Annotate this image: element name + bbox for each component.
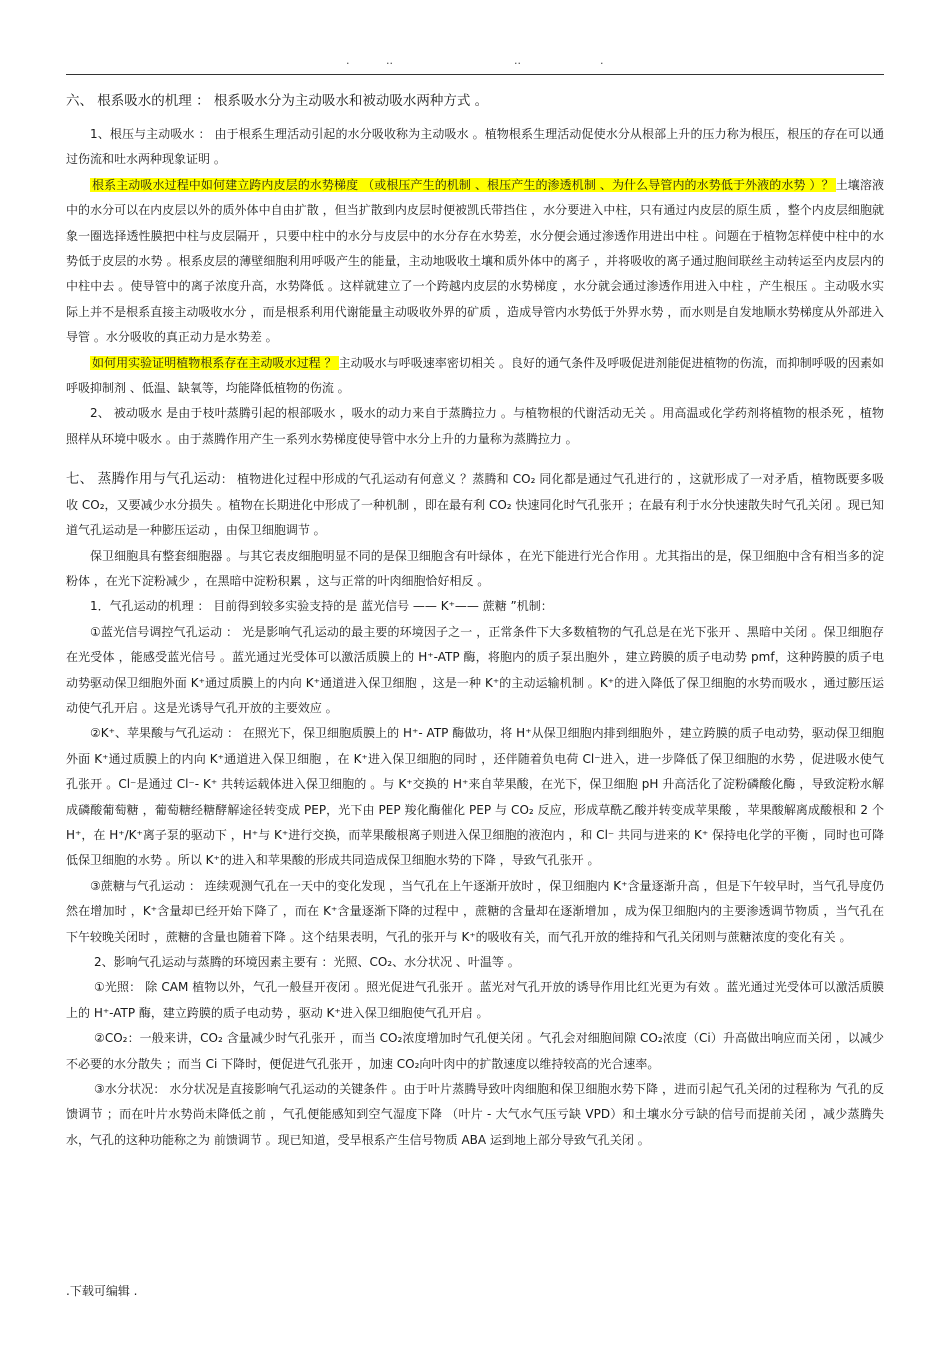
page-header xyxy=(66,54,884,68)
header-dot: .. xyxy=(514,54,521,67)
header-rule xyxy=(66,74,884,75)
paragraph-environmental-factors: 2、影响气孔运动与蒸腾的环境因素主要有 ：光照、CO₂、水分状况 、叶温等 。 xyxy=(94,955,520,969)
paragraph-root-pressure: 1、根压与主动吸水 ： 由于根系生理活动引起的水分吸收称为主动吸水 。植物根系生理活动促使水分从根部上升的压力称为根压，根压的存在可以通过伤流和吐水两种现象证明 。 xyxy=(66,127,884,167)
paragraph-text: 主动吸水与呼吸速率密切相关 。良好的通气条件及呼吸促进剂能促进植物的伤流，而抑制呼吸的因素如呼吸抑制剂 、低温、缺氧等，均能降低植物的伤流 。 xyxy=(66,355,884,396)
section-6-heading: 六、 根系吸水的机理 ： 根系吸水分为主动吸水和被动吸水两种方式 。 xyxy=(66,93,489,109)
paragraph-passive-absorption: 2、 被动吸水 是由于枝叶蒸腾引起的根部吸水 ，吸水的动力来自于蒸腾拉力 。与植物根的代谢活动无关 。用高温或化学药剂将植物的根杀死 ，植物照样从环境中吸水 。由于蒸腾作用产生一系列水势梯度使导管中水分上升的力量称为蒸腾拉力 。 xyxy=(66,406,884,446)
highlight-question-experiment: 如何用实验证明植物根系存在主动吸水过程 ？ xyxy=(92,355,337,370)
document-page xyxy=(66,0,884,1345)
paragraph-text: 土壤溶液中的水分可以在内皮层以外的质外体中自由扩散 ，但当扩散到内皮层时便被凯氏带挡住 ，水分要进入中柱，只有通过内皮层的原生质 ，整个内皮层细胞就象一圈选择透性膜把中柱与皮层隔开 ，只要中柱中的水分与皮层中的水分存在水势差，水分便会通过渗透作用进出中柱 。问题在于植物怎样使中柱中的水势低于皮层的水势 。根系皮层的薄壁细胞利用呼吸产生的能量，主动地吸收土壤和质外体中的离子 ，并将吸收的离子通过胞间联丝主动转运至内皮层内的中柱中去 。使导管中的离子浓度升高，水势降低 。这样就建立了一个跨越内皮层的水势梯度 ，水分就会通过渗透作用进入中柱 ，产生根压 。主动吸水实际上并不是根系直接主动吸收水分 ，而是根系利用代谢能量主动吸收外界的矿质 ，造成导管内水势低于外界水势 ，而水则是自发地顺水势梯度从外部进入导管 。水分吸收的真正动力是水势差 。 xyxy=(66,177,884,345)
highlight-question-gradient: 根系主动吸水过程中如何建立跨内皮层的水势梯度 （或根压产生的机制 、根压产生的渗透机制 、为什么导管内的水势低于外液的水势 ）？ xyxy=(92,177,834,192)
page-footer: .下载可编辑 . xyxy=(66,1284,138,1298)
section-7-intro xyxy=(66,466,884,543)
paragraph-sucrose: ③蔗糖与气孔运动 ： 连续观测气孔在一天中的变化发现 ，当气孔在上午逐渐开放时 ，保卫细胞内 K⁺含量逐渐升高 ，但是下午较早时，当气孔导度仍然在增加时 ，K⁺含量却已经开始下降了 ，而在 K⁺含量逐渐下降的过程中 ，蔗糖的含量却在逐渐增加 ，成为保卫细胞内的主要渗透调节物质 ，当气孔在下午较晚关闭时 ，蔗糖的含量也随着下降 。这个结果表明，气孔的张开与 K⁺的吸收有关，而气孔开放的维持和气孔关闭则与蔗糖浓度的变化有关 。 xyxy=(66,878,884,944)
paragraph-potassium-malate: ②K⁺、苹果酸与气孔运动 ： 在照光下，保卫细胞质膜上的 H⁺- ATP 酶做功，将 H⁺从保卫细胞内排到细胞外 ，建立跨膜的质子电动势，驱动保卫细胞外面 K⁺通过质膜上的内向 K⁺通道进入保卫细胞 ，在 K⁺进入保卫细胞的同时 ，还伴随着负电荷 Cl⁻进入，进一步降低了保卫细胞的水势 ，促进吸水使气孔张开 。Cl⁻是通过 Cl⁻- K⁺ 共转运载体进入保卫细胞的 。与 K⁺交换的 H⁺来自苹果酸，在光下，保卫细胞 pH 升高活化了淀粉磷酸化酶 ，导致淀粉水解成磷酸葡萄糖 ，葡萄糖经糖酵解途径转变成 PEP，光下由 PEP 羧化酶催化 PEP 与 CO₂ 反应，形成草酰乙酸并转变成苹果酸 ，苹果酸解离成酸根和 2 个 H⁺，在 H⁺/K⁺离子泵的驱动下 ，H⁺与 K⁺进行交换，而苹果酸根离子则进入保卫细胞的液泡内 ，和 Cl⁻ 共同与进来的 K⁺ 保持电化学的平衡 ，同时也可降低保卫细胞的水势 。所以 K⁺的进入和苹果酸的形成共同造成保卫细胞水势的下降 ，导致气孔张开 。 xyxy=(66,726,884,868)
paragraph-co2: ②CO₂：一般来讲，CO₂ 含量减少时气孔张开 ，而当 CO₂浓度增加时气孔便关闭 。气孔会对细胞间隙 CO₂浓度（Ci）升高做出响应而关闭 ，以减少不必要的水分散失 ；而当 Ci 下降时，便促进气孔张开 ，加速 CO₂向叶肉中的扩散速度以维持较高的光合速率。 xyxy=(66,1031,884,1071)
paragraph-guard-cells: 保卫细胞具有整套细胞器 。与其它表皮细胞明显不同的是保卫细胞含有叶绿体 ，在光下能进行光合作用 。尤其指出的是，保卫细胞中含有相当多的淀粉体 ，在光下淀粉减少 ，在黑暗中淀粉积累 ，这与正常的叶肉细胞恰好相反 。 xyxy=(66,548,884,588)
paragraph-mechanism: 1．气孔运动的机理 ： 目前得到较多实验支持的是 蓝光信号 —— K⁺—— 蔗糖 ”机制： xyxy=(90,599,553,614)
header-dot: . xyxy=(600,54,604,67)
header-dot: .. xyxy=(386,54,393,67)
header-dot: . xyxy=(346,54,350,67)
document-body xyxy=(66,88,884,1153)
paragraph-water-status: ③水分状况： 水分状况是直接影响气孔运动的关键条件 。由于叶片蒸腾导致叶肉细胞和保卫细胞水势下降 ，进而引起气孔关闭的过程称为 气孔的反馈调节 ；而在叶片水势尚未降低之前 ，气孔便能感知到空气湿度下降 （叶片 - 大气水气压亏缺 VPD）和土壤水分亏缺的信号而提前关闭 ，减少蒸腾失水，气孔的这种功能称之为 前馈调节 。现已知道，受旱根系产生信号物质 ABA 运到地上部分导致气孔关闭 。 xyxy=(66,1082,884,1147)
paragraph-blue-light: ①蓝光信号调控气孔运动 ： 光是影响气孔运动的最主要的环境因子之一 ，正常条件下大多数植物的气孔总是在光下张开 、黑暗中关闭 。保卫细胞存在光受体 ，能感受蓝光信号 。蓝光通过光受体可以激活质膜上的 H⁺-ATP 酶，将胞内的质子泵出胞外 ，建立跨膜的质子电动势 pmf，这种跨膜的质子电动势驱动保卫细胞外面 K⁺通过质膜上的内向 K⁺通道进入保卫细胞 ，这是一种 K⁺的主动运输机制 。K⁺的进入降低了保卫细胞的水势而吸水 ，通过膨压运动使气孔开启 。这是光诱导气孔开放的主要效应 。 xyxy=(66,624,884,715)
paragraph-text: ： 植物进化过程中形成的气孔运动有何意义 ？蒸腾和 CO₂ 同化都是通过气孔进行的 ，这就形成了一对矛盾，植物既要多吸收 CO₂，又要减少水分损失 。植物在长期进化中形成了一种机制 ，即在最有利 CO₂ 快速同化时气孔张开 ；在最有利于水分快速散失时气孔关闭 。现已知道气孔运动是一种膨压运动 ，由保卫细胞调节 。 xyxy=(66,472,884,538)
paragraph-experiment xyxy=(66,351,884,402)
paragraph-light: ①光照： 除 CAM 植物以外，气孔一般昼开夜闭 。照光促进气孔张开 。蓝光对气孔开放的诱导作用比红光更为有效 。蓝光通过光受体可以激活质膜上的 H⁺-ATP 酶，建立跨膜的质子电动势 ，驱动 K⁺进入保卫细胞使气孔开启 。 xyxy=(66,980,884,1020)
section-7-heading: 七、 蒸腾作用与气孔运动 xyxy=(66,471,221,488)
paragraph-active-absorption xyxy=(66,173,884,351)
